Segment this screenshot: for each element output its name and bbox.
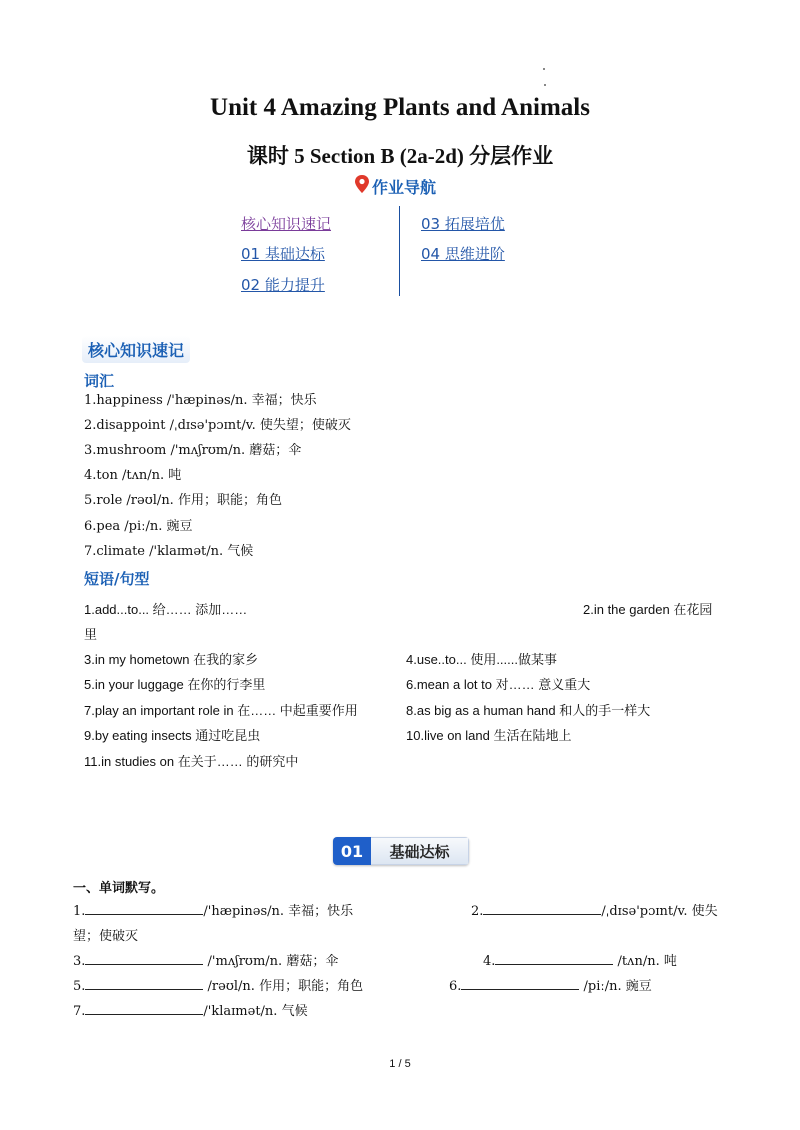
phrase-item: 3.in my hometown 在我的家乡 — [84, 652, 259, 667]
vocab-item: 3.mushroom /'mʌʃrʊm/n. 蘑菇；伞 — [84, 443, 302, 458]
core-knowledge-badge — [82, 336, 190, 362]
phrase-heading: 短语/句型 — [84, 570, 150, 588]
phrase-item: 5.in your luggage 在你的行李里 — [84, 677, 266, 692]
phrase-item: 1.add...to... 给…… 添加…… — [84, 602, 248, 617]
task-title: 一、单词默写。 — [73, 881, 165, 896]
phrase-item: 9.by eating insects 通过吃昆虫 — [84, 728, 261, 743]
phrase-item: 4.use..to... 使用......做某事 — [406, 652, 557, 667]
item-text: /ˌdɪsə'pɔɪnt/v. 使失 — [601, 904, 718, 919]
answer-blank[interactable] — [461, 975, 579, 990]
dictation-item-3 — [73, 950, 338, 969]
answer-blank[interactable] — [85, 950, 203, 965]
dictation-item-1 — [73, 900, 353, 919]
item-text: /'mʌʃrʊm/n. 蘑菇；伞 — [203, 954, 339, 969]
speck-dot — [543, 68, 545, 70]
item-number: 4. — [483, 954, 496, 969]
item-text: /rəʊl/n. 作用；职能；角色 — [203, 979, 364, 994]
phrase-item: 7.play an important role in 在…… 中起重要作用 — [84, 703, 358, 718]
nav-link-04-thinking[interactable]: 04 思维进阶 — [421, 245, 505, 263]
vocab-item: 1.happiness /'hæpinəs/n. 幸福；快乐 — [84, 393, 317, 408]
nav-link-03-extension[interactable]: 03 拓展培优 — [421, 215, 505, 233]
answer-blank[interactable] — [85, 900, 203, 915]
item-text: /'hæpinəs/n. 幸福；快乐 — [203, 904, 354, 919]
item-number: 7. — [73, 1004, 86, 1019]
item-text: /tʌn/n. 吨 — [613, 954, 677, 969]
phrase-item: 8.as big as a human hand 和人的手一样大 — [406, 703, 651, 718]
core-knowledge-badge-label: 核心知识速记 — [82, 336, 190, 363]
item-text: /'klaɪmət/n. 气候 — [203, 1004, 308, 1019]
section-01-badge — [333, 837, 469, 865]
nav-link-02-ability[interactable]: 02 能力提升 — [241, 276, 325, 294]
dictation-item-2-wrap: 望；使破灭 — [73, 929, 139, 944]
page-number: 1 / 5 — [389, 1058, 411, 1070]
item-number: 6. — [449, 979, 462, 994]
map-pin-icon — [354, 174, 370, 198]
document-title: Unit 4 Amazing Plants and Animals — [210, 94, 590, 121]
nav-link-01-basic[interactable]: 01 基础达标 — [241, 245, 325, 263]
vocab-item: 4.ton /tʌn/n. 吨 — [84, 468, 182, 483]
nav-heading — [354, 174, 436, 198]
answer-blank[interactable] — [85, 975, 203, 990]
nav-heading-label: 作业导航 — [372, 177, 437, 197]
vocab-item: 2.disappoint /ˌdɪsə'pɔɪnt/v. 使失望；使破灭 — [84, 418, 351, 433]
phrase-item: 10.live on land 生活在陆地上 — [406, 728, 572, 743]
vocab-heading: 词汇 — [84, 372, 115, 390]
item-text: /piː/n. 豌豆 — [579, 979, 652, 994]
section-01-number: 01 — [333, 837, 371, 865]
item-number: 5. — [73, 979, 86, 994]
item-number: 1. — [73, 904, 86, 919]
item-number: 3. — [73, 954, 86, 969]
answer-blank[interactable] — [85, 1000, 203, 1015]
dictation-item-7 — [73, 1000, 308, 1019]
phrase-item: 6.mean a lot to 对…… 意义重大 — [406, 677, 591, 692]
section-01-label: 基础达标 — [371, 837, 469, 865]
dictation-item-2 — [471, 900, 718, 919]
vocab-item: 7.climate /'klaɪmət/n. 气候 — [84, 544, 254, 559]
vocab-item: 5.role /rəʊl/n. 作用；职能；角色 — [84, 493, 282, 508]
answer-blank[interactable] — [483, 900, 601, 915]
item-number: 2. — [471, 904, 484, 919]
nav-divider — [399, 206, 400, 296]
dictation-item-5 — [73, 975, 363, 994]
phrase-item-wrap: 里 — [84, 627, 98, 642]
answer-blank[interactable] — [495, 950, 613, 965]
speck-dot — [544, 84, 546, 86]
phrase-item: 2.in the garden 在花园 — [583, 602, 713, 617]
dictation-item-6 — [449, 975, 652, 994]
vocab-item: 6.pea /piː/n. 豌豆 — [84, 519, 193, 534]
nav-link-core-knowledge[interactable]: 核心知识速记 — [241, 215, 332, 233]
document-subtitle: 课时 5 Section B (2a-2d) 分层作业 — [246, 144, 554, 168]
phrase-item: 11.in studies on 在关于…… 的研究中 — [84, 754, 299, 769]
dictation-item-4 — [483, 950, 677, 969]
